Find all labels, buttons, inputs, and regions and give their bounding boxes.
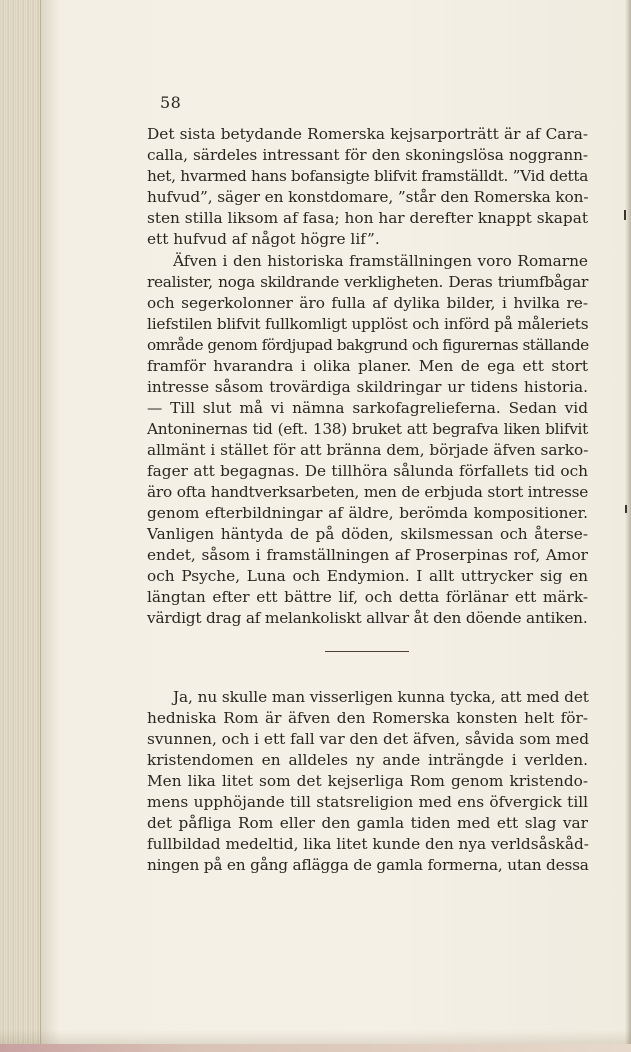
text-line: hedniska Rom är äfven den Romerska konsten helt för- — [147, 709, 588, 727]
text-line: ningen på en gång aflägga de gamla formerna, utan dessa — [147, 856, 589, 874]
text-line: sten stilla liksom af fasa; hon har derefter knappt skapat — [147, 209, 588, 227]
page-edge-shadow — [625, 0, 631, 1052]
binding-shadow — [40, 0, 60, 1052]
text-line: fullbildad medeltid, lika litet kunde den nya verldsåskåd- — [147, 835, 589, 853]
text-line: det påfliga Rom eller den gamla tiden med ett slag var — [147, 814, 588, 832]
text-line: allmänt i stället för att bränna dem, började äfven sarko- — [147, 441, 589, 459]
text-line: hufvud”, säger en konstdomare, ”står den Romerska kon- — [147, 188, 589, 206]
edge-mark — [624, 210, 626, 220]
text-line: ett hufvud af något högre lif”. — [147, 230, 380, 248]
text-line: Ja, nu skulle man visserligen kunna tycka, att med det — [173, 688, 589, 706]
text-line: Vanligen häntyda de på döden, skilsmessan och återse- — [147, 525, 588, 543]
book-binding — [0, 0, 41, 1052]
text-line: framför hvarandra i olika planer. Men de ega ett stort — [147, 357, 588, 375]
text-line: realister, noga skildrande verkligheten. Deras triumfbågar — [147, 273, 588, 291]
text-line: och Psyche, Luna och Endymion. I allt uttrycker sig en — [147, 567, 588, 585]
text-line: område genom fördjupad bakgrund och figurernas ställande — [147, 336, 589, 354]
bottom-strip — [0, 1044, 631, 1052]
text-line: svunnen, och i ett fall var den det äfven, såvida som med — [147, 730, 590, 748]
text-line: Äfven i den historiska framställningen voro Romarne — [173, 252, 588, 270]
text-line: — Till slut må vi nämna sarkofagrelieferna. Sedan vid — [147, 399, 588, 417]
text-line: längtan efter ett bättre lif, och detta förlänar ett märk- — [147, 588, 588, 606]
page-number: 58 — [160, 93, 182, 112]
edge-mark — [625, 505, 627, 513]
text-line: intresse såsom trovärdiga skildringar ur tidens historia. — [147, 378, 588, 396]
text-line: endet, såsom i framställningen af Proserpinas rof, Amor — [147, 546, 588, 564]
text-line: calla, särdeles intressant för den skoningslösa noggrann- — [147, 146, 588, 164]
text-line: Men lika litet som det kejserliga Rom genom kristendo- — [147, 772, 588, 790]
text-line: fager att begagnas. De tillhöra sålunda förfallets tid och — [147, 462, 588, 480]
text-line: mens upphöjande till statsreligion med ens öfvergick till — [147, 793, 588, 811]
text-line: kristendomen en alldeles ny ande inträngde i verlden. — [147, 751, 588, 769]
text-line: Det sista betydande Romerska kejsarporträtt är af Cara- — [147, 125, 588, 143]
text-line: och segerkolonner äro fulla af dylika bilder, i hvilka re- — [147, 294, 588, 312]
text-line: liefstilen blifvit fullkomligt upplöst och införd på måleriets — [147, 315, 589, 333]
text-line: het, hvarmed hans bofansigte blifvit framställdt. ”Vid detta — [147, 167, 589, 185]
text-line: Antoninernas tid (eft. 138) bruket att begrafva liken blifvit — [147, 420, 588, 438]
section-divider — [325, 651, 409, 652]
text-line: genom efterbildningar af äldre, berömda kompositioner. — [147, 504, 588, 522]
text-line: värdigt drag af melankoliskt allvar åt den döende antiken. — [147, 609, 588, 627]
text-line: äro ofta handtverksarbeten, men de erbjuda stort intresse — [147, 483, 589, 501]
